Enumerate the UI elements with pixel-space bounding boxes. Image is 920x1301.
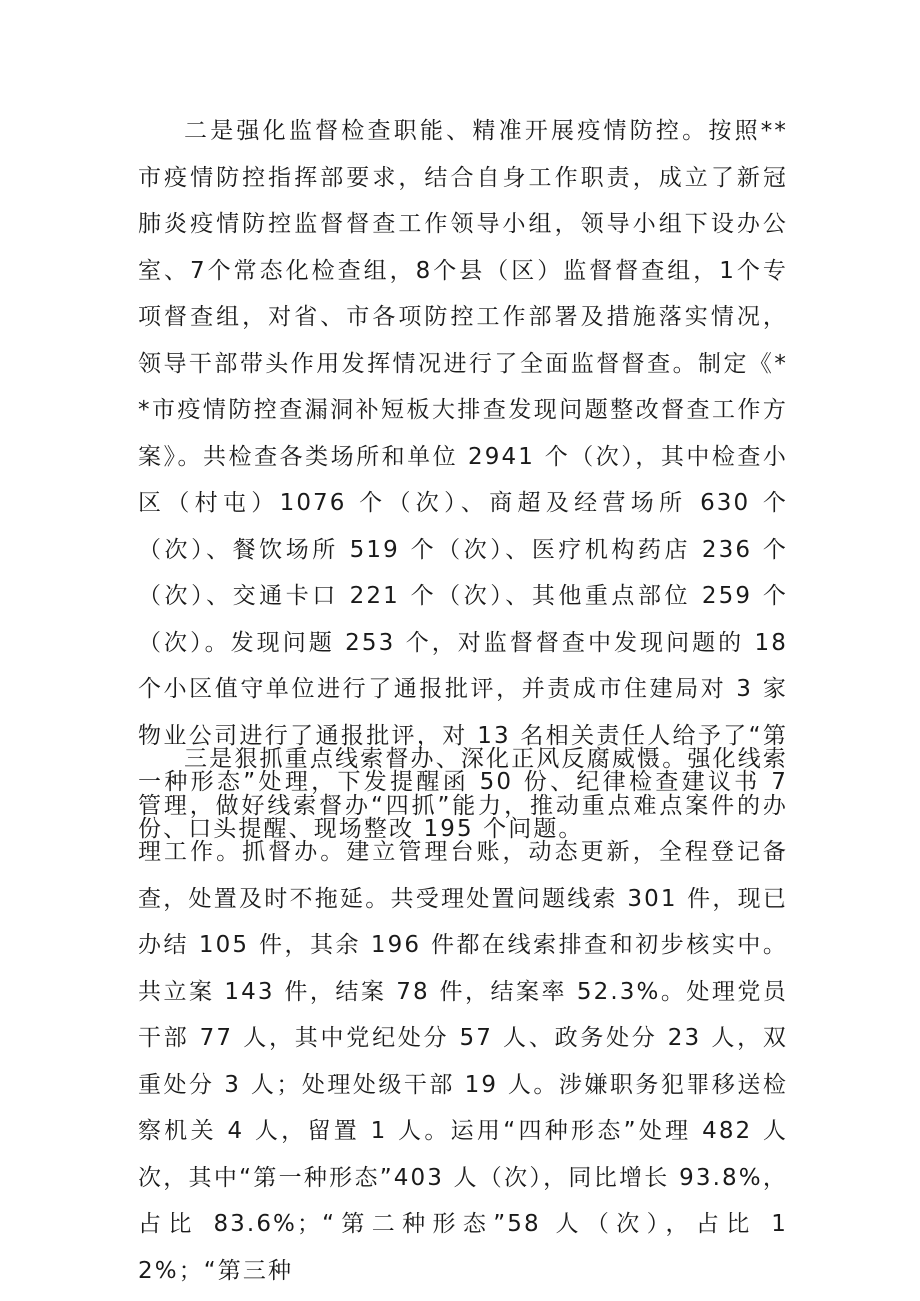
paragraph-supervision-inspection: 二是强化监督检查职能、精准开展疫情防控。按照**市疫情防控指挥部要求，结合自身工作职责，成立了新冠肺炎疫情防控监督督查工作领导小组，领导小组下设办公室、7个常态化检查组，8个县（区）监督督查组，1个专项督查组，对省、市各项防控工作部署及措施落实情况，领导干部带头作用发挥情况进行了全面监督督查。制定《**市疫情防控查漏洞补短板大排查发现问题整改督查工作方案》。共检查各类场所和单位 2941 个（次），其中检查小区（村屯）1076 个（次）、商超及经营场所 630 个（次）、餐饮场所 519 个（次）、医疗机构药店 236 个（次）、交通卡口 221 个（次）、其他重点部位 259 个（次）。发现问题 253 个，对监督督查中发现问题的 18 个小区值守单位进行了通报批评，并责成市住建局对 3 家物业公司进行了通报批评，对 13 名相关责任人给予了“第一种形态”处理，下发提醒函 50 份、纪律检查建议书 7 份、口头提醒、现场整改 195 个问题。 bbox=[138, 118, 788, 842]
paragraph-clue-supervision: 三是狠抓重点线索督办、深化正风反腐威慑。强化线索管理，做好线索督办“四抓”能力，推动重点难点案件的办理工作。抓督办。建立管理台账，动态更新，全程登记备查，处置及时不拖延。共受理处置问题线索 301 件，现已办结 105 件，其余 196 件都在线索排查和初步核实中。共立案 143 件，结案 78 件，结案率 52.3%。处理党员干部 77 人，其中党纪处分 57 人、政务处分 23 人，双重处分 3 人；处理处级干部 19 人。涉嫌职务犯罪移送检察机关 4 人，留置 1 人。运用“四种形态”处理 482 人次，其中“第一种形态”403 人（次），同比增长 93.8%，占比 83.6%；“第二种形态”58 人（次），占比 12%；“第三种 bbox=[138, 746, 788, 1284]
